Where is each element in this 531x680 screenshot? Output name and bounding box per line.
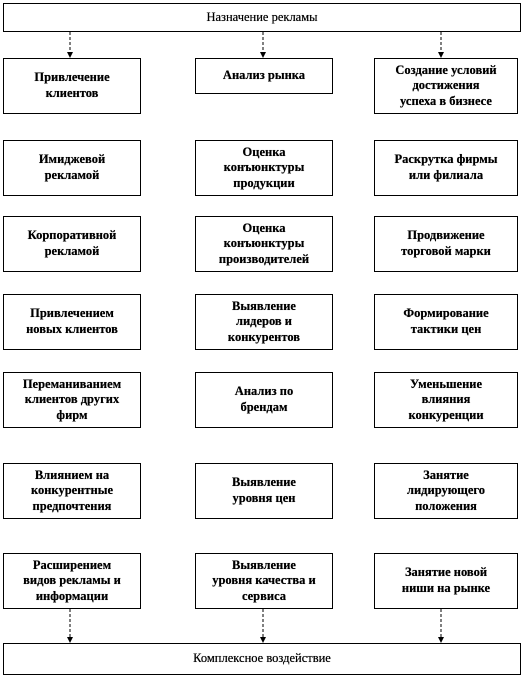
col2-box-2: Оценка конъюнктуры продукции — [195, 140, 333, 196]
col3-box-6: Занятие лидирующего положения — [374, 463, 518, 519]
col2-box-4: Выявление лидеров и конкурентов — [195, 294, 333, 350]
col3-box-4: Формирование тактики цен — [374, 294, 518, 350]
col1-box-4: Привлечением новых клиентов — [3, 294, 141, 350]
col3-box-5: Уменьшение влияния конкуренции — [374, 372, 518, 428]
top-box: Назначение рекламы — [3, 3, 521, 32]
col1-box-5: Переманиванием клиентов других фирм — [3, 372, 141, 428]
col1-box-7: Расширением видов рекламы и информации — [3, 553, 141, 609]
col2-box-5: Анализ по брендам — [195, 372, 333, 428]
col1-box-2: Имиджевой рекламой — [3, 140, 141, 196]
col1-box-6: Влиянием на конкурентные предпочтения — [3, 463, 141, 519]
col1-box-1: Привлечение клиентов — [3, 58, 141, 114]
col2-box-3: Оценка конъюнктуры производителей — [195, 216, 333, 272]
col2-box-7: Выявление уровня качества и сервиса — [195, 553, 333, 609]
col3-box-7: Занятие новой ниши на рынке — [374, 553, 518, 609]
col3-box-3: Продвижение торговой марки — [374, 216, 518, 272]
bottom-box: Комплексное воздействие — [3, 643, 521, 675]
col3-box-1: Создание условий достижения успеха в бизнесе — [374, 58, 518, 114]
col1-box-3: Корпоративной рекламой — [3, 216, 141, 272]
col2-box-6: Выявление уровня цен — [195, 463, 333, 519]
col2-box-1: Анализ рынка — [195, 58, 333, 94]
col3-box-2: Раскрутка фирмы или филиала — [374, 140, 518, 196]
